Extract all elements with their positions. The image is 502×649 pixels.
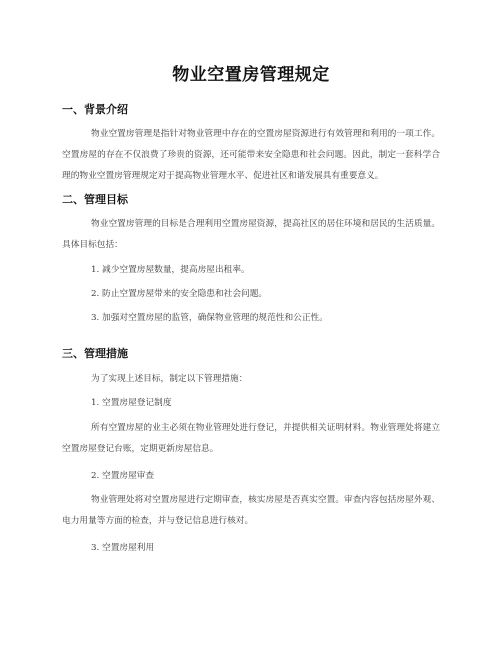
measure-text-2: 物业管理处将对空置房屋进行定期审查，核实房屋是否真实空置。审查内容包括房屋外观、电力用量等方面的检查，并与登记信息进行核对。 (62, 495, 440, 526)
page-title: 物业空置房管理规定 (172, 65, 330, 85)
goal-item-2: 2. 防止空置房屋带来的安全隐患和社会问题。 (91, 289, 268, 299)
measure-label-2: 2. 空置房屋审查 (91, 471, 155, 481)
measure-text-1: 所有空置房屋的业主必须在物业管理处进行登记，并提供相关证明材料。物业管理处将建立空置房屋登记台账，定期更新房屋信息。 (62, 423, 440, 454)
measure-label-3: 3. 空置房屋利用 (91, 543, 155, 553)
section-heading-background: 一、背景介绍 (62, 103, 128, 116)
section-heading-goals: 二、管理目标 (62, 193, 128, 206)
measure-label-1: 1. 空置房屋登记制度 (91, 398, 172, 408)
section-measures-intro: 为了实现上述目标，制定以下管理措施： (91, 374, 248, 384)
section-goals-paragraph: 物业空置房管理的目标是合理利用空置房屋资源，提高社区的居住环境和居民的生活质量。具体目标包括： (62, 219, 440, 250)
section-heading-measures: 三、管理措施 (62, 347, 128, 360)
goal-item-1: 1. 减少空置房屋数量，提高房屋出租率。 (91, 265, 250, 275)
section-background-paragraph: 物业空置房管理是指针对物业管理中存在的空置房屋资源进行有效管理和利用的一项工作。空置房屋的存在不仅浪费了珍贵的资源，还可能带来安全隐患和社会问题。因此，制定一套科学合理的物业空置房管理规定对于提高物业管理水平、促进社区和谐发展具有重要意义。 (62, 129, 440, 181)
goal-item-3: 3. 加强对空置房屋的监管，确保物业管理的规范性和公正性。 (91, 313, 328, 323)
